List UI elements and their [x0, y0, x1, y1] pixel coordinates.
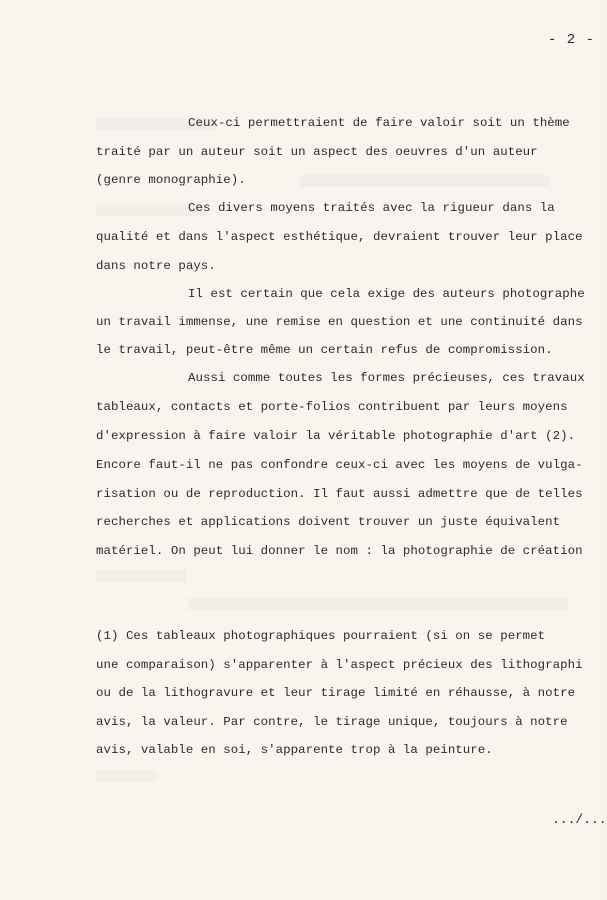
text-line: tableaux, contacts et porte-folios contribuent par leurs moyens	[96, 400, 568, 414]
text-line: d'expression à faire valoir la véritable photographie d'art (2).	[96, 429, 576, 443]
text-line: Ces divers moyens traités avec la rigueur dans la	[188, 201, 555, 215]
show-through-smudge	[96, 570, 186, 582]
continuation-mark: .../...	[552, 812, 607, 827]
text-line: un travail immense, une remise en question et une continuité dans	[96, 315, 583, 329]
show-through-smudge	[96, 770, 156, 782]
text-line: le travail, peut-être même un certain refus de compromission.	[96, 343, 553, 357]
show-through-smudge	[300, 175, 550, 187]
text-line: Il est certain que cela exige des auteurs photographe	[188, 287, 585, 301]
show-through-smudge	[188, 598, 568, 610]
footnote-line: avis, la valeur. Par contre, le tirage unique, toujours à notre	[96, 715, 568, 729]
text-line: Encore faut-il ne pas confondre ceux-ci avec les moyens de vulga-	[96, 458, 583, 472]
text-line: matériel. On peut lui donner le nom : la photographie de création	[96, 544, 583, 558]
footnote-line: avis, valable en soi, s'apparente trop à la peinture.	[96, 743, 493, 757]
footnote-line: (1) Ces tableaux photographiques pourraient (si on se permet	[96, 629, 546, 643]
text-line: qualité et dans l'aspect esthétique, devraient trouver leur place	[96, 230, 583, 244]
text-line: Ceux-ci permettraient de faire valoir soit un thème	[188, 116, 570, 130]
text-line: recherches et applications doivent trouver un juste équivalent	[96, 515, 561, 529]
footnote-line: ou de la lithogravure et leur tirage limité en réhausse, à notre	[96, 686, 576, 700]
page-number: - 2 -	[548, 32, 596, 48]
text-line: risation ou de reproduction. Il faut aussi admettre que de telles	[96, 487, 583, 501]
text-line: (genre monographie).	[96, 173, 246, 187]
text-line: traité par un auteur soit un aspect des oeuvres d'un auteur	[96, 145, 538, 159]
text-line: dans notre pays.	[96, 259, 216, 273]
text-line: Aussi comme toutes les formes précieuses, ces travaux	[188, 371, 585, 385]
footnote-line: une comparaison) s'apparenter à l'aspect précieux des lithographi	[96, 658, 583, 672]
